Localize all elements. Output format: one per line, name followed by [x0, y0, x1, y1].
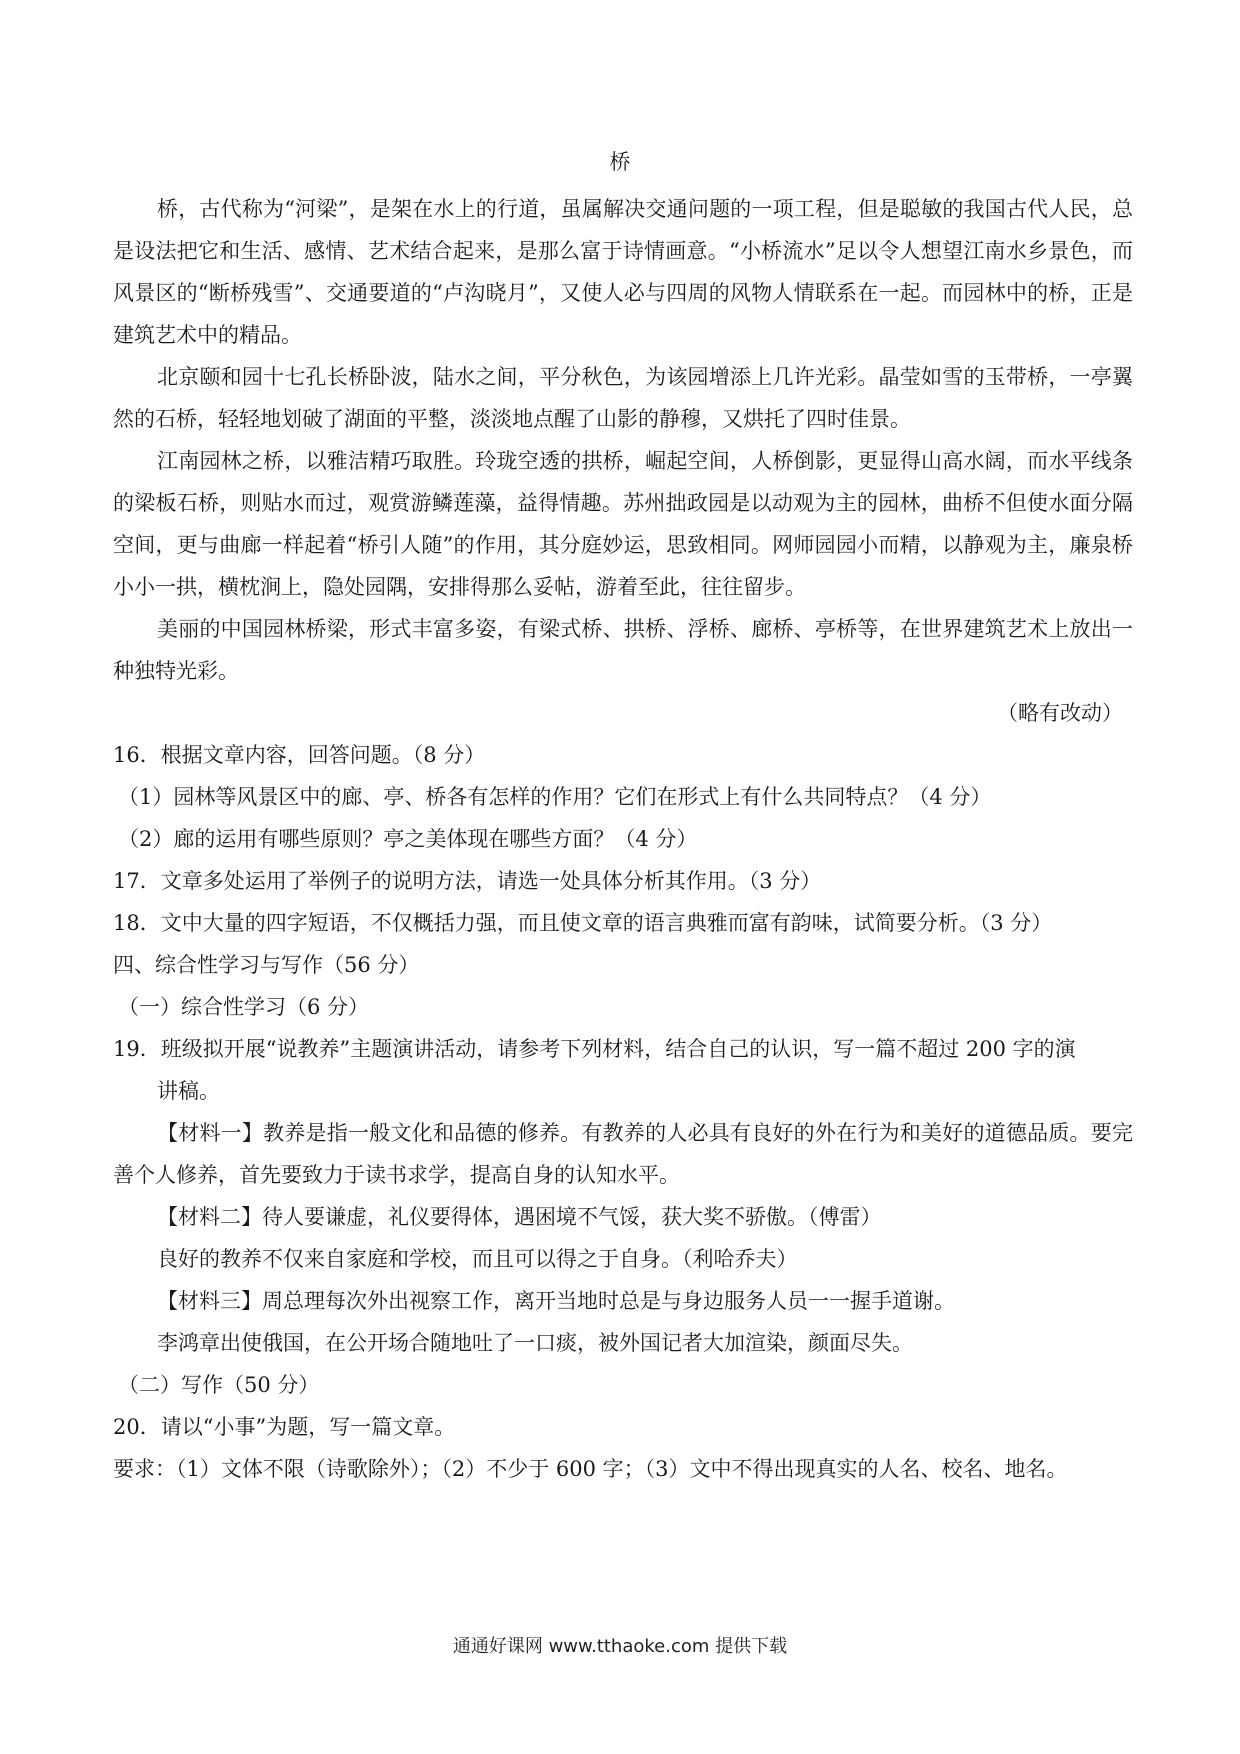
- question-18: 18．文中大量的四字短语，不仅概括力强，而且使文章的语言典雅而富有韵味，试简要分析。（3 分）: [113, 911, 1053, 935]
- article-title: 桥: [609, 150, 631, 174]
- section-heading-4: 四、综合性学习与写作（56 分）: [113, 953, 420, 977]
- article-paragraph-2: 北京颐和园十七孔长桥卧波，陆水之间，平分秋色，为该园增添上几许光彩。晶莹如雪的玉带桥，一亭翼然的石桥，轻轻地划破了湖面的平整，淡淡地点醒了山影的静穆，又烘托了四时佳景。: [113, 365, 1133, 431]
- question-20: 20．请以“小事”为题，写一篇文章。: [113, 1415, 456, 1439]
- material-2-a: 【材料二】待人要谦虚，礼仪要得体，遇困境不气馁，获大奖不骄傲。（傅雷）: [157, 1205, 882, 1229]
- question-19-line-1: 19．班级拟开展“说教养”主题演讲活动，请参考下列材料，结合自己的认识，写一篇不超过 200 字的演: [113, 1037, 1076, 1061]
- article-paragraph-4: 美丽的中国园林桥梁，形式丰富多姿，有梁式桥、拱桥、浮桥、廊桥、亭桥等，在世界建筑艺术上放出一种独特光彩。: [113, 617, 1133, 683]
- article-paragraph-3: 江南园林之桥，以雅洁精巧取胜。玲珑空透的拱桥，崛起空间，人桥倒影，更显得山高水阔，而水平线条的梁板石桥，则贴水而过，观赏游鳞莲藻，益得情趣。苏州拙政园是以动观为主的园林，曲桥不但使水面分隔空间，更与曲廊一样起着“桥引人随”的作用，其分庭妙运，思致相同。网师园园小而精，以静观为主，廉泉桥小小一拱，横枕涧上，隐处园隅，安排得那么妥帖，游着至此，往往留步。: [113, 449, 1133, 599]
- section-heading-4-2: （二）写作（50 分）: [118, 1373, 320, 1397]
- question-16-2: （2）廊的运用有哪些原则？亭之美体现在哪些方面？（4 分）: [118, 827, 698, 851]
- section-heading-4-1: （一）综合性学习（6 分）: [118, 995, 370, 1019]
- material-2-b: 良好的教养不仅来自家庭和学校，而且可以得之于自身。（利哈乔夫）: [157, 1247, 798, 1271]
- article-paragraph-1: 桥，古代称为“河梁”，是架在水上的行道，虽属解决交通问题的一项工程，但是聪敏的我国古代人民，总是设法把它和生活、感情、艺术结合起来，是那么富于诗情画意。“小桥流水”足以令人想望江南水乡景色，而风景区的“断桥残雪”、交通要道的“卢沟晓月”，又使人必与四周的风物人情联系在一起。而园林中的桥，正是建筑艺术中的精品。: [113, 197, 1133, 347]
- footer-download-note: 通通好课网 www.tthaoke.com 提供下载: [452, 1636, 788, 1657]
- question-16-1: （1）园林等风景区中的廊、亭、桥各有怎样的作用？它们在形式上有什么共同特点？（4 分）: [118, 785, 992, 809]
- writing-requirements: 要求：（1）文体不限（诗歌除外）；（2）不少于 600 字；（3）文中不得出现真实的人名、校名、地名。: [113, 1457, 1068, 1481]
- question-19-line-2: 讲稿。: [157, 1079, 220, 1103]
- question-17: 17．文章多处运用了举例子的说明方法，请选一处具体分析其作用。（3 分）: [113, 869, 822, 893]
- material-3-b: 李鸿章出使俄国，在公开场合随地吐了一口痰，被外国记者大加渲染，颜面尽失。: [157, 1331, 913, 1355]
- question-16: 16．根据文章内容，回答问题。（8 分）: [113, 743, 486, 767]
- material-3-a: 【材料三】周总理每次外出视察工作，离开当地时总是与身边服务人员一一握手道谢。: [157, 1289, 955, 1313]
- source-note: （略有改动）: [997, 701, 1123, 725]
- material-1: 【材料一】教养是指一般文化和品德的修养。有教养的人必具有良好的外在行为和美好的道德品质。要完善个人修养，首先要致力于读书求学，提高自身的认知水平。: [113, 1121, 1133, 1187]
